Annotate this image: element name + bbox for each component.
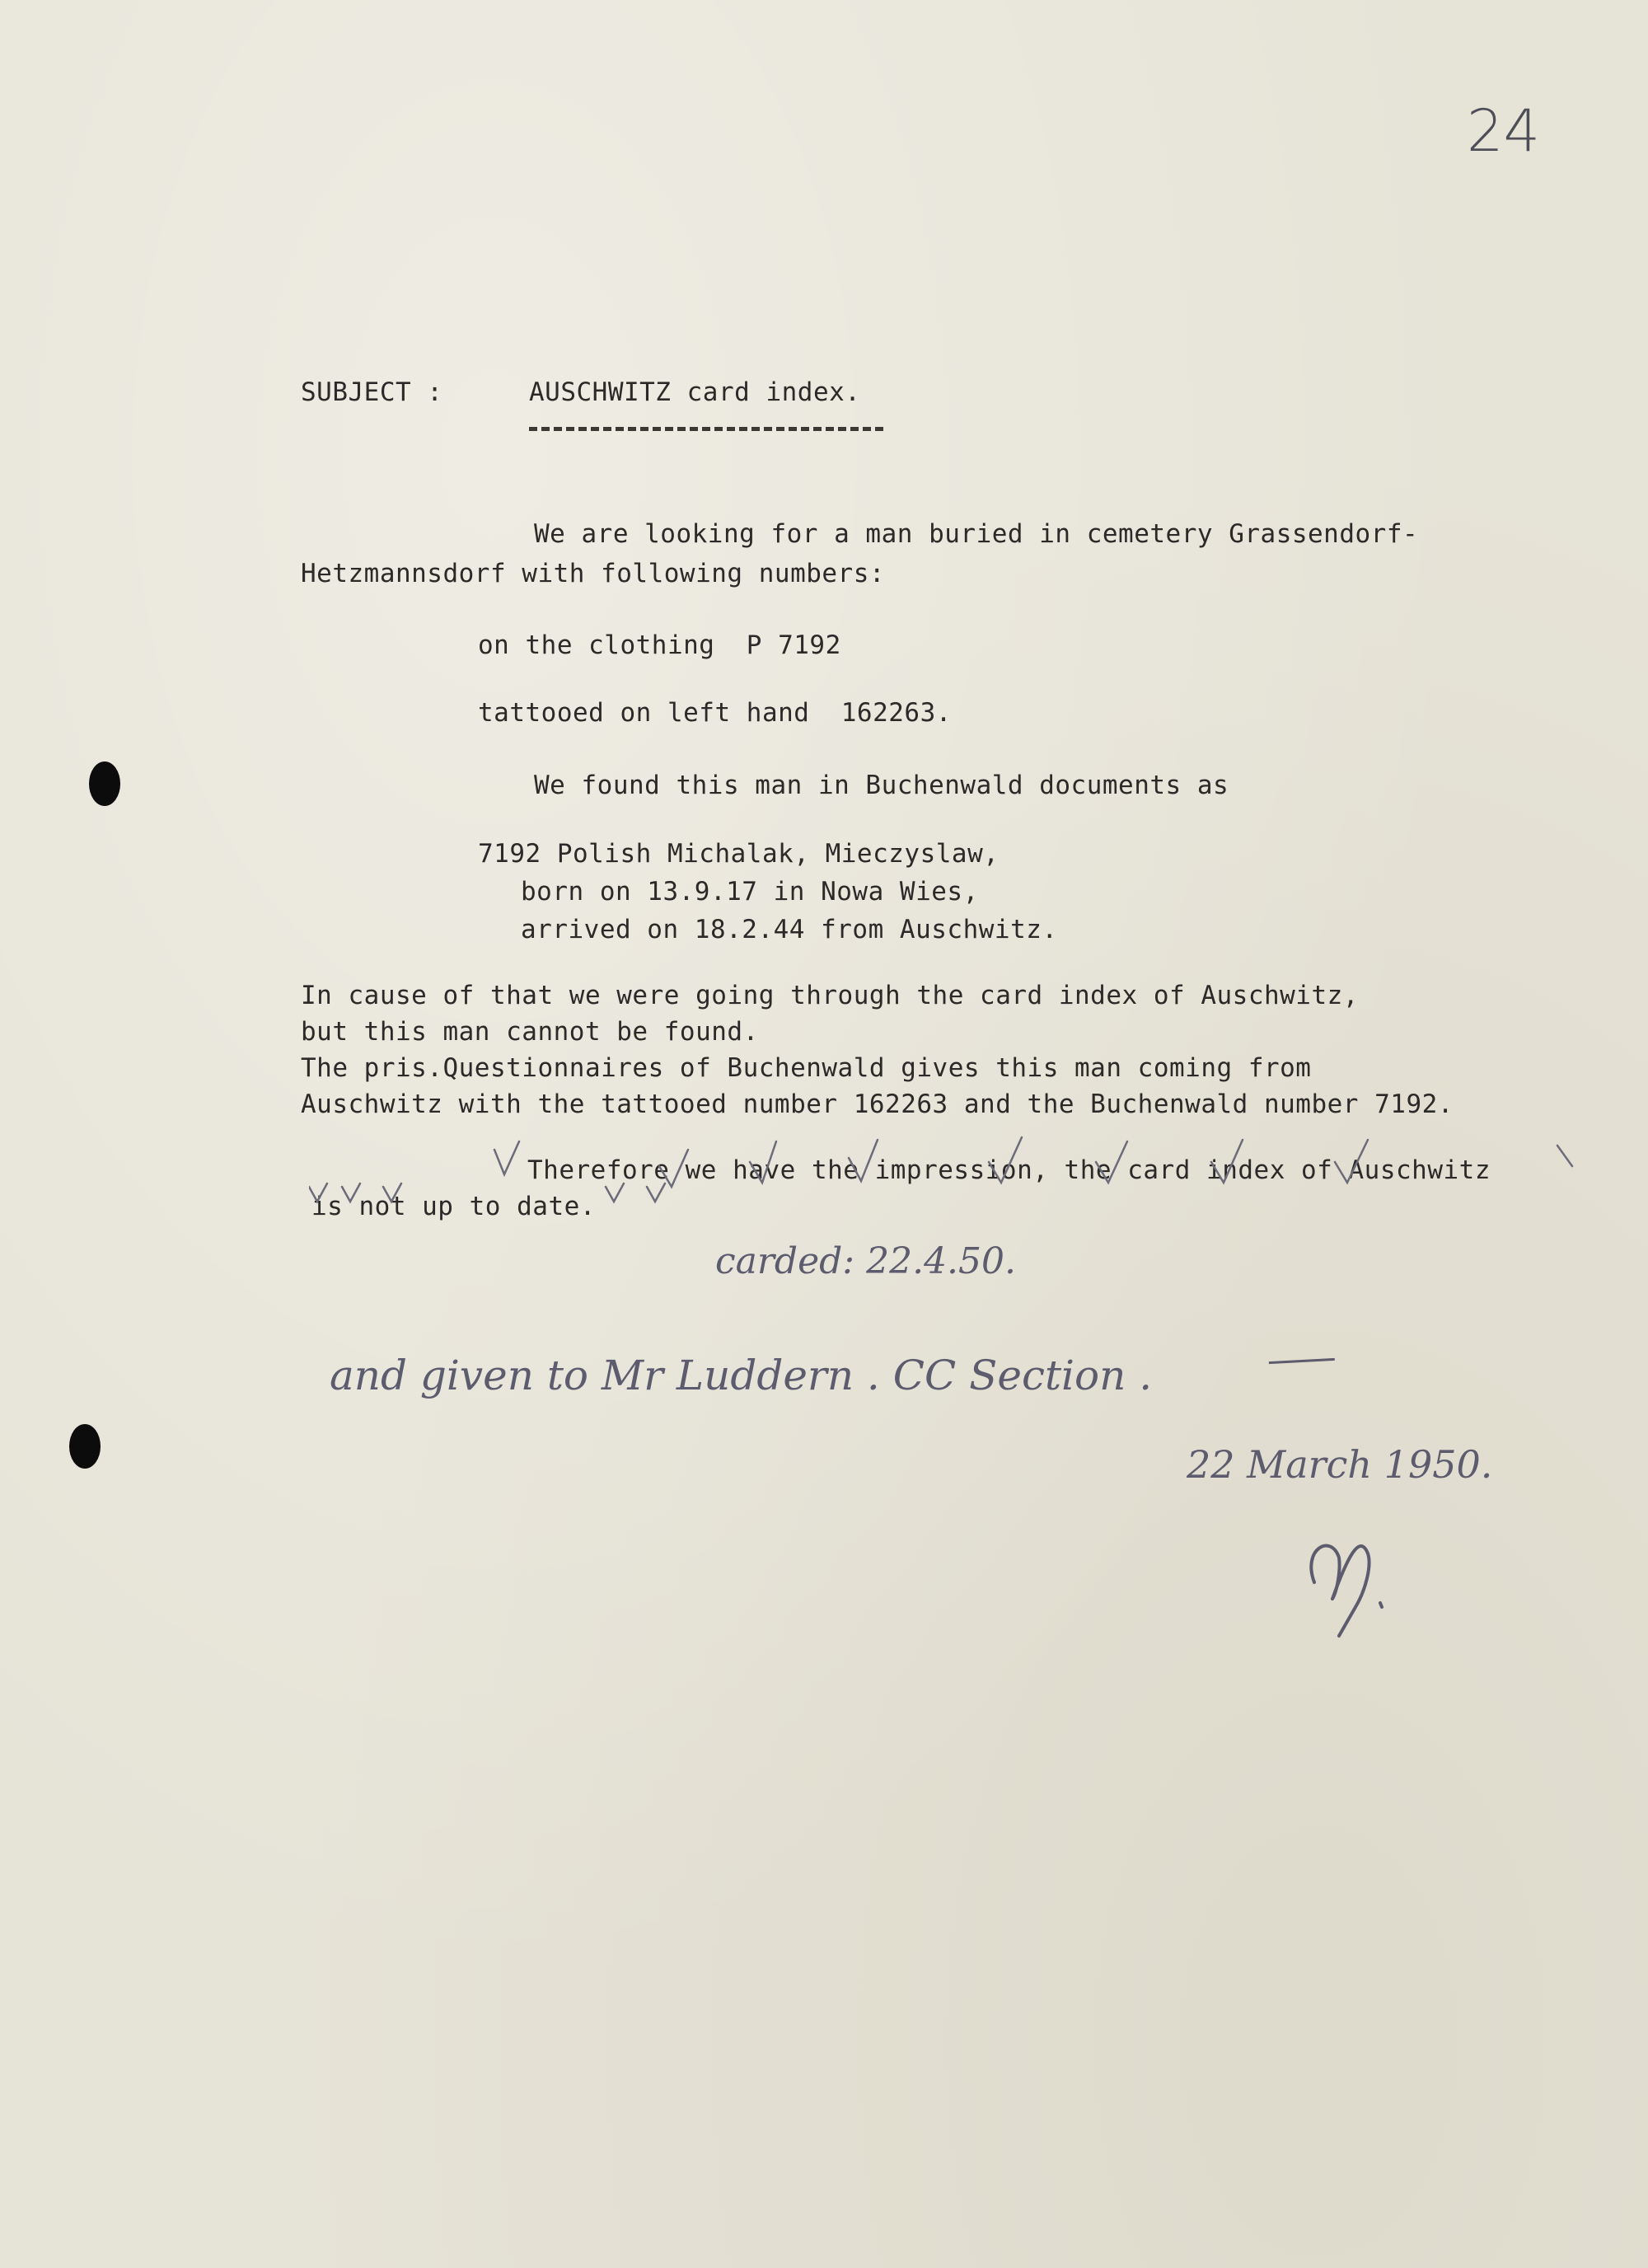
- record-line-1: 7192 Polish Michalak, Mieczyslaw,: [478, 839, 1000, 869]
- clothing-number-line: on the clothing P 7192: [478, 630, 841, 660]
- paragraph-3-line-1: In cause of that we were going through the card index of Auschwitz,: [301, 981, 1359, 1010]
- handwritten-carded-note: carded: 22.4.50.: [715, 1240, 1017, 1282]
- handwritten-date: 22 March 1950.: [1187, 1442, 1493, 1487]
- paragraph-3-line-2: but this man cannot be found.: [301, 1017, 759, 1047]
- punch-hole-top: [89, 761, 120, 806]
- handwritten-initials: [1290, 1525, 1421, 1640]
- pencil-check-marks-line-2: [309, 1180, 696, 1205]
- subject-label: SUBJECT :: [301, 377, 443, 407]
- page-number: 24: [1467, 97, 1541, 165]
- paragraph-4-line-2: is not up to date.: [311, 1192, 596, 1221]
- tattoo-number-line: tattooed on left hand 162263.: [478, 698, 952, 728]
- handwritten-given-note: and given to Mr Luddern . CC Section .: [330, 1352, 1153, 1399]
- paragraph-4-line-1: Therefore we have the impression, the card index of Auschwitz: [527, 1155, 1491, 1185]
- record-line-3: arrived on 18.2.44 from Auschwitz.: [521, 915, 1058, 944]
- found-line: We found this man in Buchenwald documents as: [534, 771, 1229, 800]
- paragraph-1-line-1: We are looking for a man buried in cemetery Grassendorf-: [534, 519, 1419, 549]
- record-line-2: born on 13.9.17 in Nowa Wies,: [521, 877, 979, 907]
- punch-hole-bottom: [69, 1424, 101, 1469]
- subject-title: AUSCHWITZ card index.: [529, 377, 861, 407]
- pencil-overline: [1269, 1358, 1335, 1369]
- paragraph-1-line-2: Hetzmannsdorf with following numbers:: [301, 559, 886, 588]
- subject-underline: [529, 427, 883, 431]
- paragraph-3-line-4: Auschwitz with the tattooed number 162263 and the Buchenwald number 7192.: [301, 1089, 1454, 1119]
- paragraph-3-line-3: The pris.Questionnaires of Buchenwald gives this man coming from: [301, 1053, 1312, 1083]
